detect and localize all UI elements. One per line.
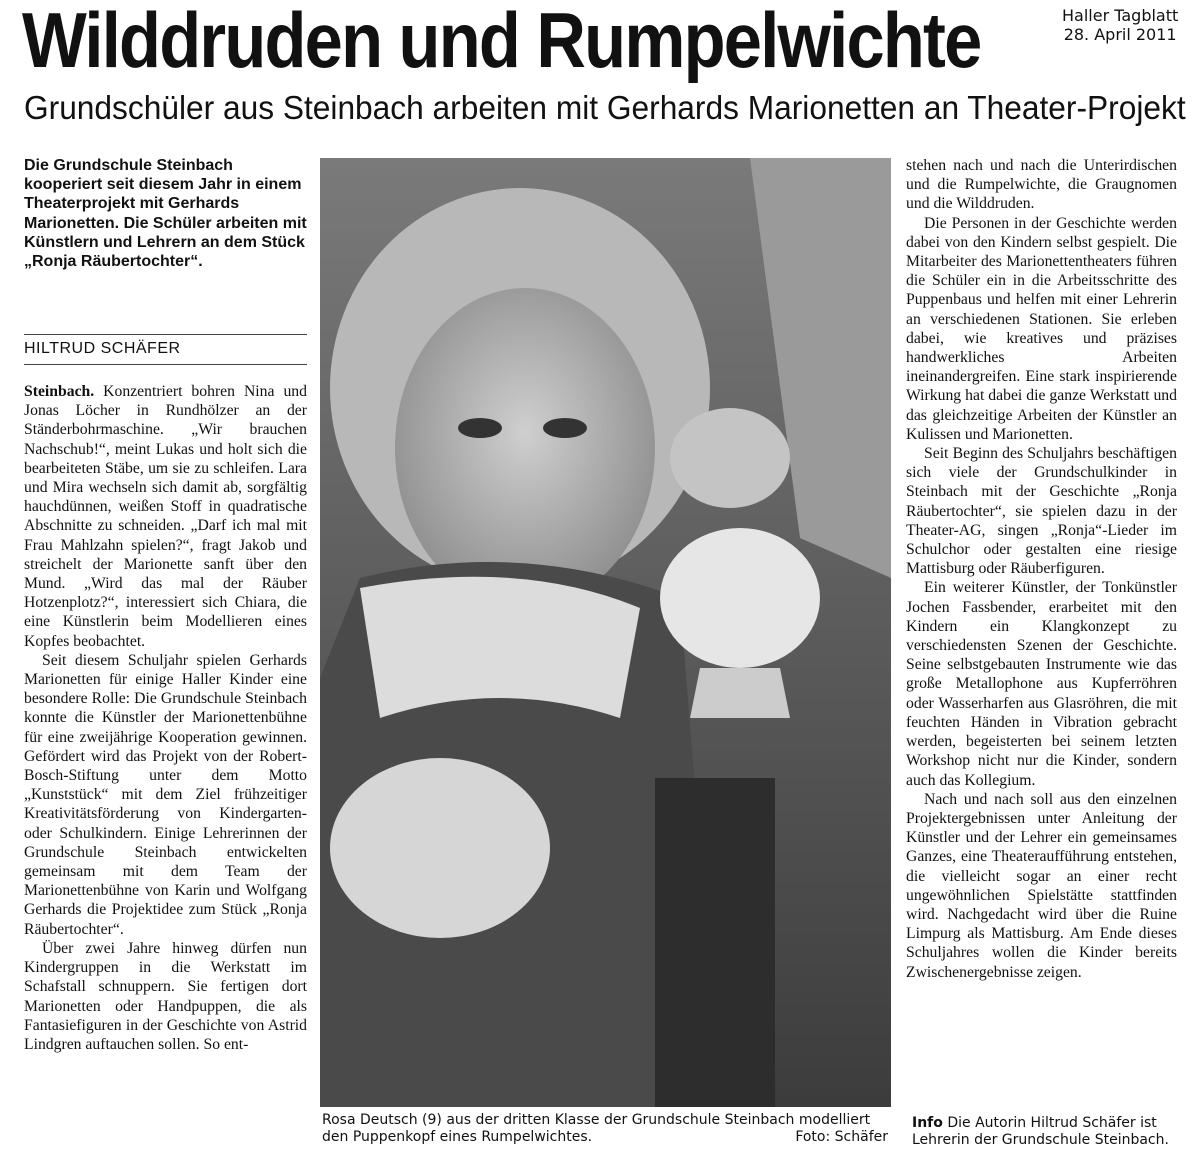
paragraph: [24, 382, 307, 651]
paragraph: Seit diesem Schuljahr spielen Gerhards Marionetten für einige Haller Kinder eine besondere Rolle: Die Grundschule Steinbach konnte die Künstler der Marionettenbühne für eine zweijährige Kooperation gewinnen. Gefördert wird das Projekt von der Robert-Bosch-Stiftung unter dem Motto „Kunststück“ mit dem Ziel frühzeitiger Kreativitätsförderung von Kindergarten- oder Schulkindern. Einige Lehrerinnen der Grundschule Steinbach entwickelten gemeinsam mit dem Team der Marionettenbühne von Karin und Wolfgang Gerhards die Projektidee zum Stück „Ronja Räubertochter“.: [24, 651, 307, 938]
paragraph: stehen nach und nach die Unterirdischen und die Rumpelwichte, die Graugnomen und die Wilddruden.: [906, 157, 1177, 213]
photo-credit: Foto: Schäfer: [795, 1129, 888, 1145]
subheadline: Grundschüler aus Steinbach arbeiten mit Gerhards Marionetten an Theater-Projekt: [24, 89, 1186, 126]
headline: Wilddruden und Rumpelwichte: [22, 0, 981, 84]
source-date: 28. April 2011: [1063, 25, 1177, 44]
paragraph: Seit Beginn des Schuljahrs beschäftigen sich viele der Grundschulkinder in Steinbach mit der Geschichte „Ronja Räubertochter“, sie spielen dazu in der Theater-AG, singen „Ronja“-Lieder im Schulchor oder gestalten eine riesige Mattisburg oder Räuberfiguren.: [906, 445, 1177, 578]
author-byline: HILTRUD SCHÄFER: [24, 340, 307, 365]
info-text: Die Autorin Hiltrud Schäfer ist Lehrerin der Grundschule Steinbach.: [912, 1115, 1169, 1148]
article-column-3: [906, 156, 1177, 982]
source-paper: Haller Tagblatt: [1062, 6, 1179, 25]
paragraph: Die Personen in der Geschichte werden dabei von den Kindern selbst gespielt. Die Mitarbeiter des Marionettentheaters führen die Schüler ein in die Arbeitsschritte des Puppenbaus und helfen mit einer Lehrerin an verschiedenen Stationen. Sie erleben dabei, wie kreatives und präzises handwerkliches Arbeiten ineinandergreifen. Eine stark inspirierende Wirkung hat dabei die ganze Werkstatt und das gleichzeitige Arbeiten der Künstler an Kulissen und Marionetten.: [906, 214, 1177, 443]
article-photo: [320, 158, 891, 1107]
source-box: [1062, 6, 1178, 44]
dateline: Steinbach.: [24, 383, 95, 400]
article-lead: Die Grundschule Steinbach kooperiert seit diesem Jahr in einem Theaterprojekt mit Gerhards Marionetten. Die Schüler arbeiten mit Künstlern und Lehrern an dem Stück „Ronja Räubertochter“.: [24, 157, 307, 271]
photo-caption: [322, 1112, 888, 1146]
info-label: Info: [912, 1115, 943, 1131]
paragraph: Über zwei Jahre hinweg dürfen nun Kindergruppen in die Werkstatt im Schafstall schnuppern. Sie fertigen dort Marionetten oder Handpuppen, die als Fantasiefiguren in der Geschichte von Astrid Lindgren auftauchen sollen. So ent-: [24, 939, 307, 1053]
caption-text: Rosa Deutsch (9) aus der dritten Klasse der Grundschule Steinbach modelliert den Puppenkopf eines Rumpelwichtes.: [322, 1112, 871, 1145]
paragraph: Ein weiterer Künstler, der Tonkünstler Jochen Fassbender, erarbeitet mit den Kindern ein Klangkonzept zu verschiedensten Szenen der Geschichte. Seine selbstgebauten Instrumente wie das große Metallophone aus Kupferröhren oder Wasserharfen aus Glasröhren, die mit feuchten Händen in Vibration gebracht werden, begeisterten bei seinem letzten Workshop nicht nur die Kinder, sondern auch das Kollegium.: [906, 579, 1177, 789]
photo-image: [320, 158, 891, 1107]
info-box: [912, 1115, 1182, 1149]
paragraph: Nach und nach soll aus den einzelnen Projektergebnissen unter Anleitung der Künstler und der Lehrer ein gemeinsames Ganzes, eine Theateraufführung entstehen, die vielleicht sogar an einer recht ungewöhnlichen Spielstätte stattfinden wird. Nachgedacht wird über die Ruine Limpurg als Mattisburg. Am Ende dieses Schuljahres wollen die Kinder bereits Zwischenergebnisse zeigen.: [906, 790, 1177, 981]
article-column-1: [24, 382, 307, 1054]
paragraph-text: Konzentriert bohren Nina und Jonas Löcher in Rundhölzer an der Ständerbohrmaschine. „Wir brauchen Nachschub!“, meint Lukas und holt sich die bearbeiteten Stäbe, um sie zu schleifen. Lara und Mira wechseln sich damit ab, sorgfältig hauchdünnen, weißen Stoff in quadratische Abschnitte zu schneiden. „Darf ich mal mit Frau Mahlzahn spielen?“, fragt Jakob und streichelt der Marionette sanft über den Mund. „Wird das mal der Räuber Hotzenplotz?“, interessiert sich Chiara, die eine Künstlerin beim Modellieren eines Kopfes beobachtet.: [24, 383, 307, 650]
byline-rule: [24, 334, 307, 335]
